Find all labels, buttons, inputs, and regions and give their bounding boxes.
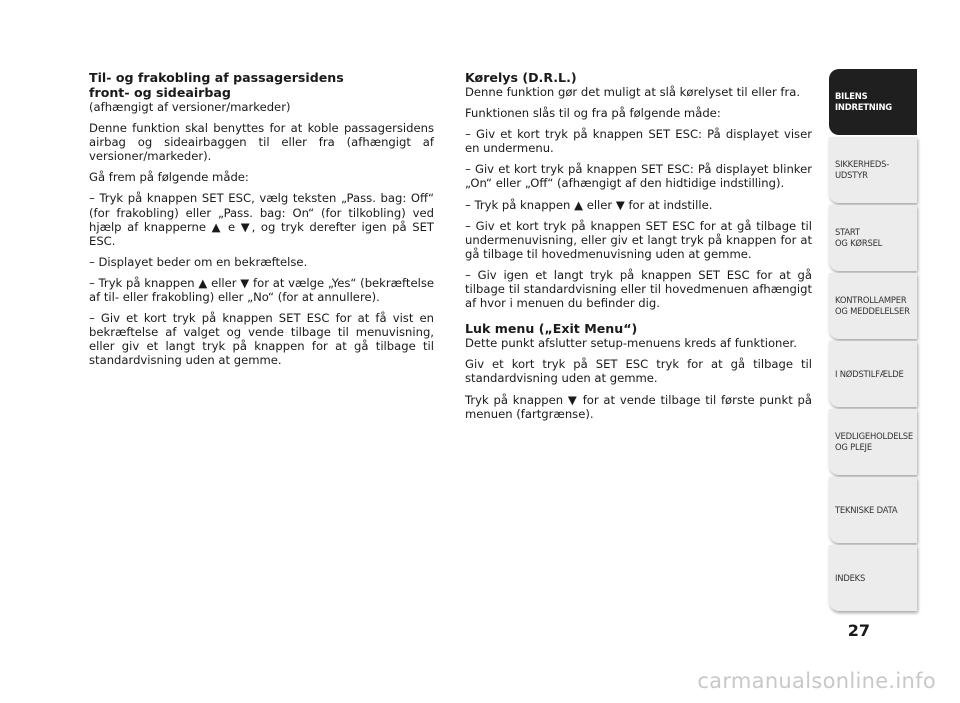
exit-menu-section-heading: Luk menu („Exit Menu“) bbox=[465, 321, 638, 337]
chapter-tab-vedligeholdelse[interactable]: VEDLIGEHOLDELSE OG PLEJE bbox=[829, 409, 917, 475]
paragraph: – Tryk på knappen SET ESC, vælg teksten „Pass. bag: Off“ (for frakobling) eller „Pass. bag: On“ (for tilkobling) ved hjælp af knapperne ▲ e ▼, og tryk derefter igen på SET ESC. bbox=[89, 191, 434, 248]
page-number: 27 bbox=[847, 621, 870, 640]
paragraph: – Tryk på knappen ▲ eller ▼ for at indstille. bbox=[465, 197, 713, 212]
chapter-tab-bilens-indretning[interactable]: BILENS INDRETNING bbox=[829, 69, 917, 135]
watermark: carmanualsonline.info bbox=[697, 669, 936, 693]
paragraph: Tryk på knappen ▼ for at vende tilbage til første punkt på menuen (fartgrænse). bbox=[465, 392, 812, 421]
right-column bbox=[465, 70, 812, 428]
paragraph: – Giv et kort tryk på knappen SET ESC: På displayet blinker „On“ eller „Off“ (afhængigt af den hidtidige indstilling). bbox=[465, 162, 812, 191]
left-column bbox=[89, 70, 434, 375]
paragraph: Funktionen slås til og fra på følgende måde: bbox=[465, 106, 721, 121]
paragraph: Denne funktion gør det muligt at slå kørelyset til eller fra. bbox=[465, 85, 801, 99]
chapter-tab-indeks[interactable]: INDEKS bbox=[829, 545, 917, 611]
chapter-tab-tekniske-data[interactable]: TEKNISKE DATA bbox=[829, 477, 917, 543]
airbag-section-title-line1: Til- og frakobling af passagersidens bbox=[89, 70, 344, 85]
chapter-tab-kontrollamper[interactable]: KONTROLLAMPER OG MEDDELELSER bbox=[829, 273, 917, 339]
paragraph: – Tryk på knappen ▲ eller ▼ for at vælge „Yes“ (bekræftelse af til- eller frakobling) eller „No“ (for at annullere). bbox=[89, 275, 434, 305]
chapter-tab-sikkerhedsudstyr[interactable]: SIKKERHEDS- UDSTYR bbox=[829, 137, 917, 203]
paragraph: Giv et kort tryk på SET ESC tryk for at gå tilbage til standardvisning uden at gemme. bbox=[465, 357, 812, 386]
drl-section-heading: Kørelys (D.R.L.) bbox=[465, 70, 577, 85]
chapter-tab-i-nodstilfaelde[interactable]: I NØDSTILFÆLDE bbox=[829, 341, 917, 407]
airbag-section-subtitle: (afhængigt af versioner/markeder) bbox=[89, 100, 291, 114]
paragraph: – Giv igen et langt tryk på knappen SET ESC for at gå tilbage til standardvisning eller til hovedmenuen afhængigt af hvor i menuen du befinder dig. bbox=[465, 267, 812, 311]
paragraph: – Giv et kort tryk på knappen SET ESC: På displayet viser en undermenu. bbox=[465, 127, 812, 156]
airbag-section-title-line2: front- og sideairbag bbox=[89, 85, 231, 100]
chapter-sidebar bbox=[829, 69, 917, 613]
chapter-tab-start-og-korsel[interactable]: START OG KØRSEL bbox=[829, 205, 917, 271]
paragraph: – Giv et kort tryk på knappen SET ESC for at gå tilbage til undermenuvisning, eller giv et langt tryk på knappen for at gå tilbage til hovedmenuvisning uden at gemme. bbox=[465, 218, 812, 261]
paragraph: Denne funktion skal benyttes for at koble passagersidens airbag og sideairbaggen til eller fra (afhængigt af versioner/markeder). bbox=[89, 121, 434, 164]
paragraph: Dette punkt afslutter setup-menuens kreds af funktioner. bbox=[465, 336, 797, 351]
paragraph: Gå frem på følgende måde: bbox=[89, 170, 249, 185]
paragraph: – Displayet beder om en bekræftelse. bbox=[89, 254, 308, 269]
paragraph: – Giv et kort tryk på knappen SET ESC for at få vist en bekræftelse af valget og vende tilbage til menuvisning, eller giv et langt tryk på knappen for at gå tilbage til standardvisning uden at gemme. bbox=[89, 311, 434, 368]
